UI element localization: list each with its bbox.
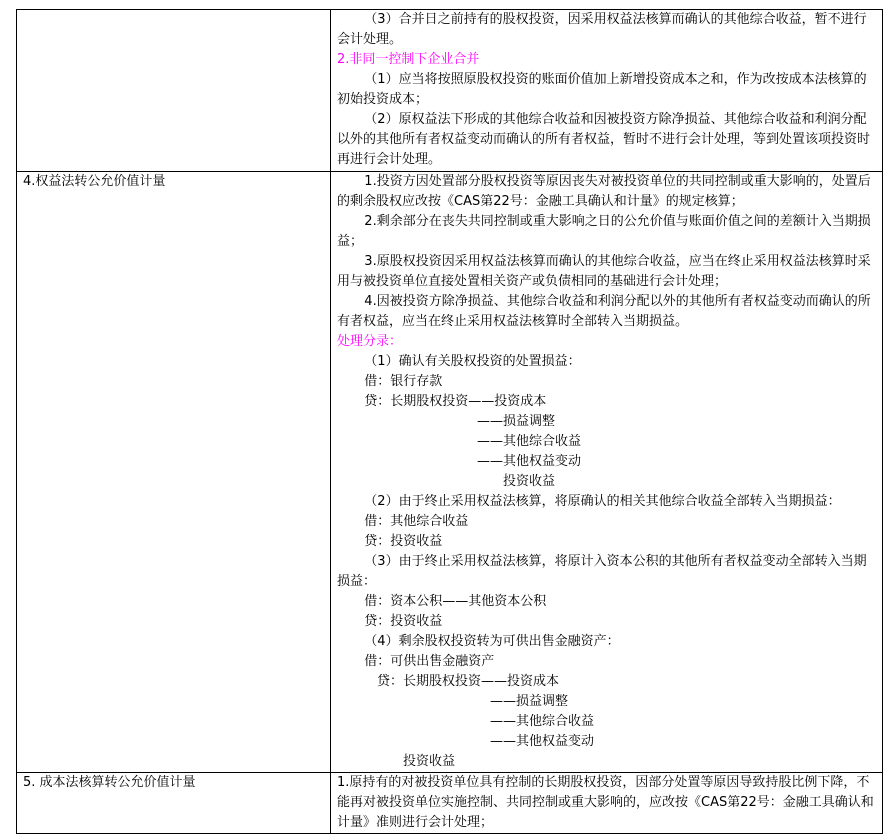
table-row xyxy=(17,773,883,834)
entry-title: （1）确认有关股权投资的处置损益： xyxy=(364,354,581,369)
content-table xyxy=(16,9,883,834)
row-label: 4.权益法转公允价值计量 xyxy=(17,172,331,773)
paragraph: 2.剩余部分在丧失共同控制或重大影响之日的公允价值与账面价值之间的差额计入当期损益； xyxy=(337,214,871,249)
entry-credit-sub: 投资收益 xyxy=(403,754,456,769)
entry-debit: 借：银行存款 xyxy=(364,374,443,389)
section-heading: 2.非同一控制下企业合并 xyxy=(337,52,480,67)
row-content xyxy=(331,773,883,834)
paragraph: 3.原股权投资因采用权益法核算而确认的其他综合收益，应当在终止采用权益法核算时采用与被投资单位直接处置相关资产或负债相同的基础进行会计处理； xyxy=(337,254,871,289)
row-label xyxy=(17,10,331,172)
entry-title: （4）剩余股权投资转为可供出售金融资产： xyxy=(364,634,620,649)
paragraph: 1.投资方因处置部分股权投资等原因丧失对被投资单位的共同控制或重大影响的，处置后的剩余股权应改按《CAS第22号：金融工具确认和计量》的规定核算； xyxy=(337,174,871,209)
entry-credit-sub: ——损益调整 xyxy=(477,414,556,429)
paragraph: （1）应当将按照原股权投资的账面价值加上新增投资成本之和，作为改按成本法核算的初始投资成本； xyxy=(337,72,867,107)
table-row xyxy=(17,10,883,172)
entry-credit: 贷：长期股权投资——投资成本 xyxy=(364,394,547,409)
paragraph: 4.因被投资方除净损益、其他综合收益和利润分配以外的其他所有者权益变动而确认的所有者权益，应当在终止采用权益法核算时全部转入当期损益。 xyxy=(337,294,871,329)
entry-title: （2）由于终止采用权益法核算，将原确认的相关其他综合收益全部转入当期损益： xyxy=(364,494,841,509)
paragraph: 1.原持有的对被投资单位具有控制的长期股权投资，因部分处置等原因导致持股比例下降，不能再对被投资单位实施控制、共同控制或重大影响的，应改按《CAS第22号：金融工具确认和计量》准则进行会计处理； xyxy=(337,775,874,830)
row-content xyxy=(331,172,883,773)
entry-credit: 贷：投资收益 xyxy=(364,534,443,549)
entry-title: （3）由于终止采用权益法核算，将原计入资本公积的其他所有者权益变动全部转入当期损益： xyxy=(337,554,867,589)
paragraph: （3）合并日之前持有的股权投资，因采用权益法核算而确认的其他综合收益，暂不进行会计处理。 xyxy=(337,12,867,47)
entry-debit: 借：可供出售金融资产 xyxy=(364,654,495,669)
entry-credit-sub: ——其他综合收益 xyxy=(490,714,595,729)
entry-credit-sub: ——其他权益变动 xyxy=(490,734,595,749)
row-content xyxy=(331,10,883,172)
table-row xyxy=(17,172,883,773)
entry-debit: 借：其他综合收益 xyxy=(364,514,469,529)
entry-credit: 贷：长期股权投资——投资成本 xyxy=(377,674,560,689)
entry-credit: 贷：投资收益 xyxy=(364,614,443,629)
entry-credit-sub: 投资收益 xyxy=(503,474,556,489)
entry-credit-sub: ——损益调整 xyxy=(490,694,569,709)
row-label: 5. 成本法核算转公允价值计量 xyxy=(17,773,331,834)
entries-heading: 处理分录： xyxy=(337,334,403,349)
paragraph: （2）原权益法下形成的其他综合收益和因被投资方除净损益、其他综合收益和利润分配以外的其他所有者权益变动而确认的所有者权益，暂时不进行会计处理，等到处置该项投资时再进行会计处理。 xyxy=(337,112,871,167)
entry-credit-sub: ——其他综合收益 xyxy=(477,434,582,449)
entry-debit: 借：资本公积——其他资本公积 xyxy=(364,594,547,609)
entry-credit-sub: ——其他权益变动 xyxy=(477,454,582,469)
